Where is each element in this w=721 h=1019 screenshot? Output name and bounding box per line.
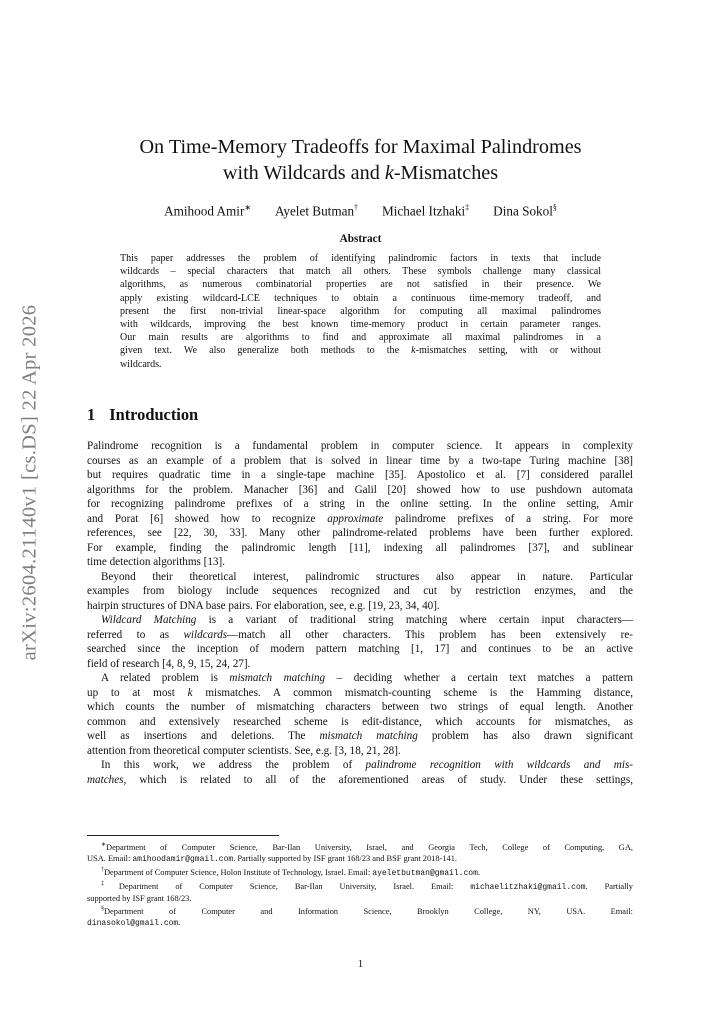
text-run: A related problem is [101,672,230,684]
text-run: . [477,868,480,877]
text-run: apply existing wildcard-LCE techniques to obtain a continuous time-memory tradeoff, and [120,292,601,304]
paragraph-line [87,599,633,614]
math-k: k [411,345,416,357]
introduction-body [87,439,633,787]
text-run: —match all other characters. This problem has been extensively re- [227,628,633,641]
math-k: k [384,162,394,184]
text-run: supported by ISF grant 168/23. [87,894,192,904]
text-run: Department of Computer Science, Holon Institute of Technology, Israel. Email: [104,868,373,877]
footnote-mark: ∗ [101,842,107,848]
footnote-line [87,904,633,917]
abstract-line [120,252,601,265]
paragraph-line [87,686,633,701]
text-run: references, see [22, 30, 33]. Many other palindrome-related problems have been further explored. [87,527,633,539]
text-run: is a variant of traditional string matching where certain input characters— [196,614,633,626]
text-run: wildcards – special characters that match all others. These symbols challenge many classical [120,266,601,278]
text-run: field of research [4, 8, 9, 15, 24, 27]. [87,657,251,670]
author-list [0,203,721,219]
text-run: which counts the number of mismatching characters between two strings of equal length. Another [87,701,633,713]
text-run: Department of Computer Science, Bar-Ilan University, Israel. Email: [118,882,471,891]
paragraph-line [87,671,633,686]
author-footnote-mark: ∗ [244,203,252,212]
text-run: examples from biology include sequences recognized and cut by restriction enzymes, and the [87,585,633,597]
emphasis: palindrome recognition with wildcards and mis- [365,759,633,771]
text-run: – deciding whether a certain text matches a pattern [325,672,633,684]
arxiv-identifier-text: arXiv:2604.21140v1 [cs.DS] 22 Apr 2026 [18,304,41,660]
text-run: and Porat [6] showed how to recognize [87,512,328,525]
text-run: USA. Email: [87,854,133,863]
text-run: Palindrome recognition is a fundamental problem in computer science. It appears in complexity [87,440,633,452]
text-run: . [178,918,181,928]
text-run: wildcards. [120,358,162,370]
paragraph-line [87,468,633,483]
paragraph-line [87,773,633,788]
abstract-line [120,292,601,305]
text-run: . Partially supported by ISF grant 168/23 and BSF grant 2018-141. [233,854,457,863]
text-run: Our main results are algorithms to find and approximate all maximal palindromes in a [120,332,601,344]
abstract-body [120,252,601,371]
section-heading [87,405,198,425]
text-run: For example, finding the palindromic length [11], indexing all palindromes [37], and sublinear [87,541,633,554]
paragraph-line [87,483,633,498]
text-run: courses as an example of a problem that is solved in linear time by a two-tape Turing machine [38] [87,454,633,467]
author-1: Amihood Amir∗ [164,203,252,219]
paragraph-line [87,439,633,454]
text-run: palindrome prefixes of a string. For more [383,512,633,525]
paragraph-line [87,526,633,541]
section-number: 1 [87,405,96,424]
text-run: but requires quadratic time in a single-tape machine [35]. Apostolico et al. [7] considered parallel [87,469,633,481]
footnote-line [87,840,633,853]
text-run: for recognizing palindrome prefixes of a string in the online setting. In the online setting, Amir [87,498,633,510]
text-run: searched since the inception of modern pattern matching [1, 17] and continues to be an active [87,643,633,655]
title-line-2 [0,160,721,186]
footnote-mark: † [101,867,104,874]
text-run: Department of Computer Science, Bar-Ilan University, Israel, and Georgia Tech, College of Computing, GA, [106,842,633,852]
text-run: up to at most [87,686,188,699]
email-address: dinasokol@gmail.com [87,919,179,929]
text-run: hairpin structures of DNA base pairs. For elaboration, see, e.g. [19, 23, 34, 40]. [87,599,440,612]
abstract-line [120,344,601,357]
emphasis: wildcards [183,628,228,641]
abstract-line [120,318,601,331]
paragraph-line [87,628,633,643]
text-run: problem has also drawn significant [417,730,633,742]
text-run: This paper addresses the problem of identifying palindromic factors in texts that include [120,253,601,264]
paragraph-line [87,642,633,657]
text-run: . Partially [585,882,633,891]
text-run: -mismatches setting, with or without [415,345,601,357]
footnote-line [87,917,633,929]
paragraph-line [87,454,633,469]
author-footnote-mark: † [354,203,359,212]
text-run: In this work, we address the problem of [101,759,366,771]
text-run: mismatches. A common mismatch-counting scheme is the Hamming distance, [192,686,633,699]
paragraph-line [87,729,633,744]
math-k: k [187,686,193,699]
paragraph-line [87,570,633,585]
abstract-heading: Abstract [339,233,382,245]
footnote-line [87,893,633,904]
text-run: Beyond their theoretical interest, palindromic structures also appear in nature. Particular [101,570,633,583]
text-run: -Mismatches [393,162,499,184]
emphasis: approximate [327,512,384,525]
paragraph-line [87,758,633,773]
section-title-text: Introduction [109,405,199,424]
text-run: time detection algorithms [13]. [87,556,225,568]
email-address: amihoodamir@gmail.com [132,855,234,864]
footnote-mark: ‡ [101,881,119,888]
paragraph-line [87,541,633,556]
abstract-line [120,305,601,318]
text-run: present the first non-trivial linear-space algorithm for computing all maximal palindromes [120,305,601,317]
abstract-line [120,331,601,344]
footnote-mark: § [101,906,104,913]
author-4: Dina Sokol§ [493,203,557,219]
arxiv-identifier-stamp [12,297,48,667]
text-run: well as insertions and deletions. The [87,730,320,742]
abstract-line [120,265,601,278]
text-run: with Wildcards and [222,162,385,184]
footnote-line [87,853,633,865]
emphasis: mismatch matching [229,672,326,684]
text-run: algorithms, as numerous combinatorial properties are not satisfied in their presence. We [120,279,601,291]
abstract-line [120,278,601,291]
author-2: Ayelet Butman† [275,203,359,219]
text-run: Department of Computer and Information Science, Brooklyn College, NY, USA. Email: [104,907,633,917]
paragraph-line [87,497,633,512]
paragraph-line [87,700,633,715]
paragraph-line [87,512,633,527]
email-address: ayeletbutman@gmail.com [372,869,478,878]
text-run: attention from theoretical computer scientists. See, e.g. [3, 18, 21, 28]. [87,744,401,757]
page-number: 1 [357,958,364,970]
emphasis: matches [87,773,124,786]
text-run: given text. We also generalize both methods to the [120,345,412,357]
text-run: referred to as [87,628,184,641]
footnote-line [87,865,633,879]
paragraph-line [87,744,633,759]
text-run: algorithms for the problem. Manacher [36] and Galil [20] showed how to use pushdown automata [87,483,633,496]
author-3: Michael Itzhaki‡ [382,203,470,219]
author-footnote-mark: § [552,203,557,212]
paragraph-line [87,555,633,570]
emphasis: Wildcard Matching [101,614,197,626]
email-address: michaelitzhaki@gmail.com [470,883,586,892]
footnote-divider [87,835,279,836]
footnotes [87,840,633,930]
text-run: , which is related to all of the aforementioned areas of study. Under these settings, [123,773,633,786]
paragraph-line [87,657,633,672]
paper-title [0,134,721,186]
paragraph-line [87,584,633,599]
paragraph-line [87,613,633,628]
footnote-line [87,879,633,893]
text-run: with wildcards, improving the best known time-memory product in certain parameter ranges. [120,319,601,331]
text-run: common and extensively researched scheme is edit-distance, which accounts for mismatches, as [87,715,633,728]
abstract-line [120,358,601,371]
emphasis: mismatch matching [319,730,418,742]
title-line-1: On Time-Memory Tradeoffs for Maximal Palindromes [139,136,582,158]
paragraph-line [87,715,633,730]
author-footnote-mark: ‡ [465,203,470,212]
